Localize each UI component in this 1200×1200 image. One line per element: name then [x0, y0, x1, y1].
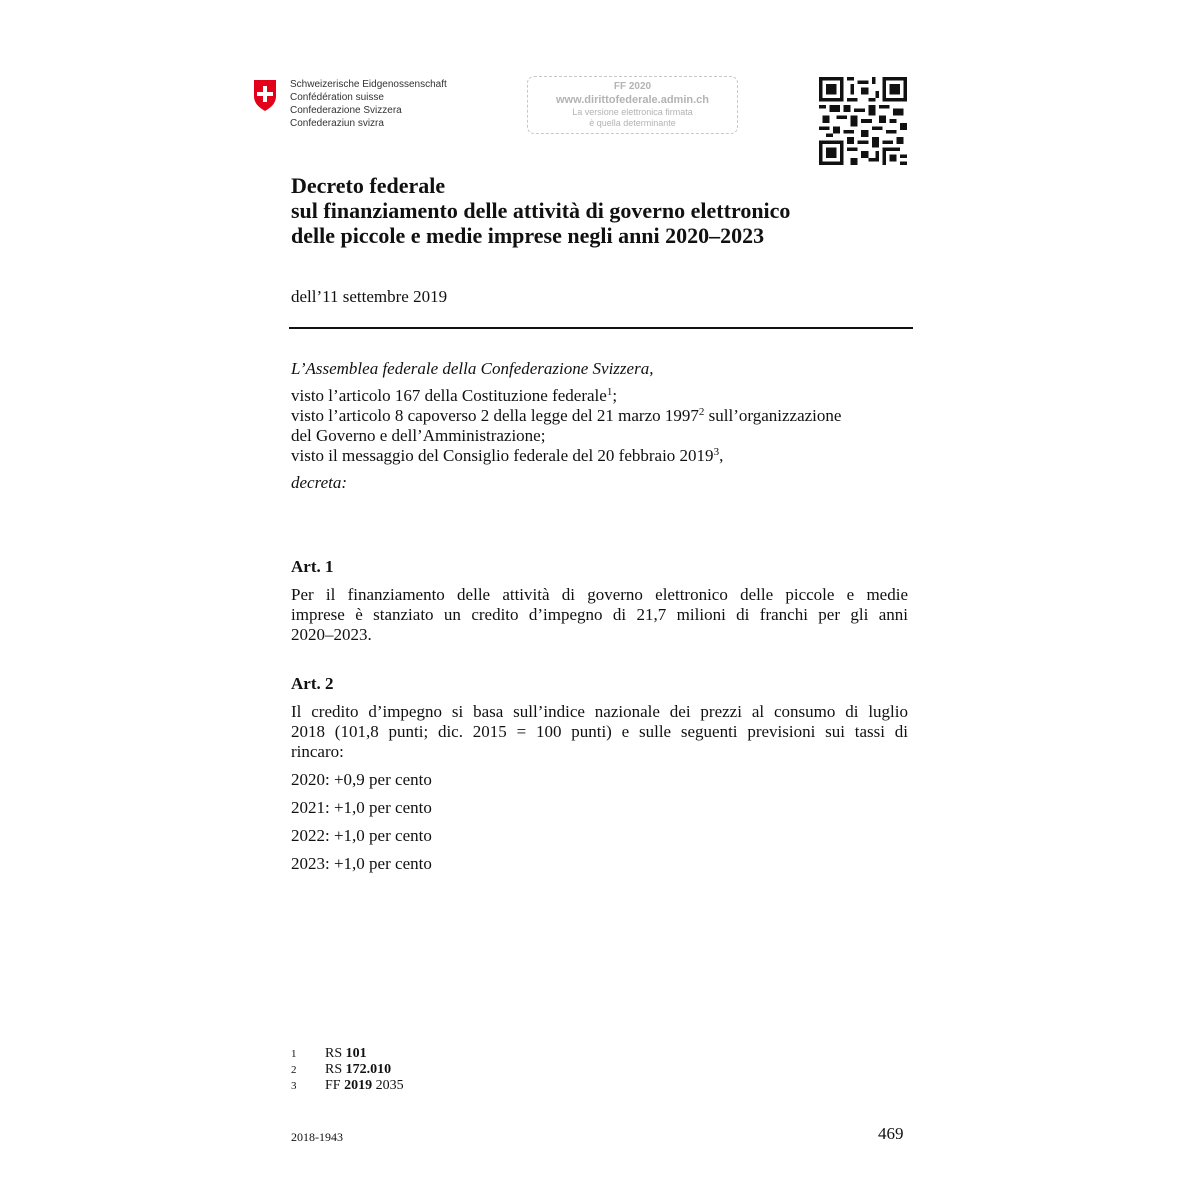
confederation-name-it: Confederazione Svizzera	[290, 105, 402, 116]
footnote-2-prefix: RS	[325, 1062, 346, 1077]
footnote-ref-3: 3	[713, 446, 720, 458]
swiss-confederation-logo	[252, 78, 462, 134]
preamble-line-4	[291, 446, 723, 466]
footnote-3-number: 3	[291, 1080, 297, 1092]
title-divider	[289, 327, 913, 329]
rate-2022: 2022: +1,0 per cento	[291, 826, 432, 845]
footnote-ref-2: 2	[698, 406, 705, 418]
art-1-line-1: Per il finanziamento delle attività di governo elettronico delle piccole e medie	[291, 585, 908, 604]
document-code: 2018-1943	[291, 1130, 343, 1144]
preamble-line-2-end: sull’organizzazione	[704, 406, 842, 425]
footnote-3-bold: 2019	[344, 1078, 373, 1093]
footnote-1-number: 1	[291, 1048, 297, 1060]
confederation-names	[290, 78, 447, 130]
footnote-1-prefix: RS	[325, 1046, 346, 1061]
preamble-assembly: L’Assemblea federale della Confederazione Svizzera,	[291, 359, 654, 378]
stamp-note-1: La versione elettronica firmata	[572, 107, 693, 117]
footnote-2	[291, 1062, 404, 1078]
rate-2020: 2020: +0,9 per cento	[291, 770, 432, 789]
preamble-line-4-text: visto il messaggio del Consiglio federale del 20 febbraio 2019	[291, 446, 714, 465]
footnote-3	[291, 1078, 404, 1094]
decree-title	[291, 173, 790, 248]
preamble-line-1	[291, 386, 617, 406]
art-1-line-2: imprese è stanziato un credito d’impegno di 21,7 milioni di franchi per gli anni	[291, 605, 908, 624]
title-line-3: delle piccole e medie imprese negli anni 2020–2023	[291, 223, 765, 248]
art-2-heading: Art. 2	[291, 674, 334, 693]
art-2-line-2: 2018 (101,8 punti; dic. 2015 = 100 punti) e sulle seguenti previsioni sui tassi di	[291, 722, 908, 741]
qr-code-icon	[819, 77, 907, 165]
footnote-3-suffix: 2035	[372, 1078, 404, 1093]
stamp-note-2: è quella determinante	[589, 118, 676, 128]
inflation-rates-list	[291, 770, 432, 882]
confederation-name-de: Schweizerische Eidgenossenschaft	[290, 79, 447, 90]
rate-2023: 2023: +1,0 per cento	[291, 854, 432, 873]
title-line-2: sul finanziamento delle attività di governo elettronico	[291, 198, 791, 223]
footnote-ref-1: 1	[606, 386, 613, 398]
confederation-name-rm: Confederaziun svizra	[290, 118, 384, 129]
stamp-website: www.dirittofederale.admin.ch	[555, 94, 709, 106]
preamble-line-2	[291, 406, 841, 426]
preamble-line-1-text: visto l’articolo 167 della Costituzione federale	[291, 386, 607, 405]
art-2-text	[291, 702, 908, 762]
title-line-1: Decreto federale	[291, 173, 446, 198]
preamble-line-4-end: ,	[719, 446, 724, 465]
decree-date: dell’11 settembre 2019	[291, 287, 448, 306]
art-2-line-3: rincaro:	[291, 742, 344, 761]
art-1-heading: Art. 1	[291, 557, 334, 576]
footnote-2-bold: 172.010	[345, 1062, 392, 1077]
footnotes	[291, 1046, 404, 1094]
footnote-1-bold: 101	[345, 1046, 367, 1061]
preamble-line-3: del Governo e dell’Amministrazione;	[291, 426, 546, 445]
swiss-coat-of-arms-icon	[252, 78, 278, 112]
footnote-1	[291, 1046, 404, 1062]
footnote-2-number: 2	[291, 1064, 297, 1076]
preamble-line-2-text: visto l’articolo 8 capoverso 2 della legge del 21 marzo 1997	[291, 406, 699, 425]
preamble-line-1-end: ;	[612, 386, 618, 405]
preamble-decreta: decreta:	[291, 473, 348, 492]
footnote-3-prefix: FF	[325, 1078, 345, 1093]
art-1-line-3: 2020–2023.	[291, 625, 372, 644]
stamp-ff-year: FF 2020	[613, 81, 652, 92]
confederation-name-fr: Confédération suisse	[290, 92, 384, 103]
page-number: 469	[878, 1124, 904, 1143]
art-2-line-1: Il credito d’impegno si basa sull’indice nazionale dei prezzi al consumo di luglio	[291, 702, 908, 721]
art-1-text	[291, 585, 908, 645]
rate-2021: 2021: +1,0 per cento	[291, 798, 432, 817]
electronic-version-stamp	[527, 76, 738, 134]
